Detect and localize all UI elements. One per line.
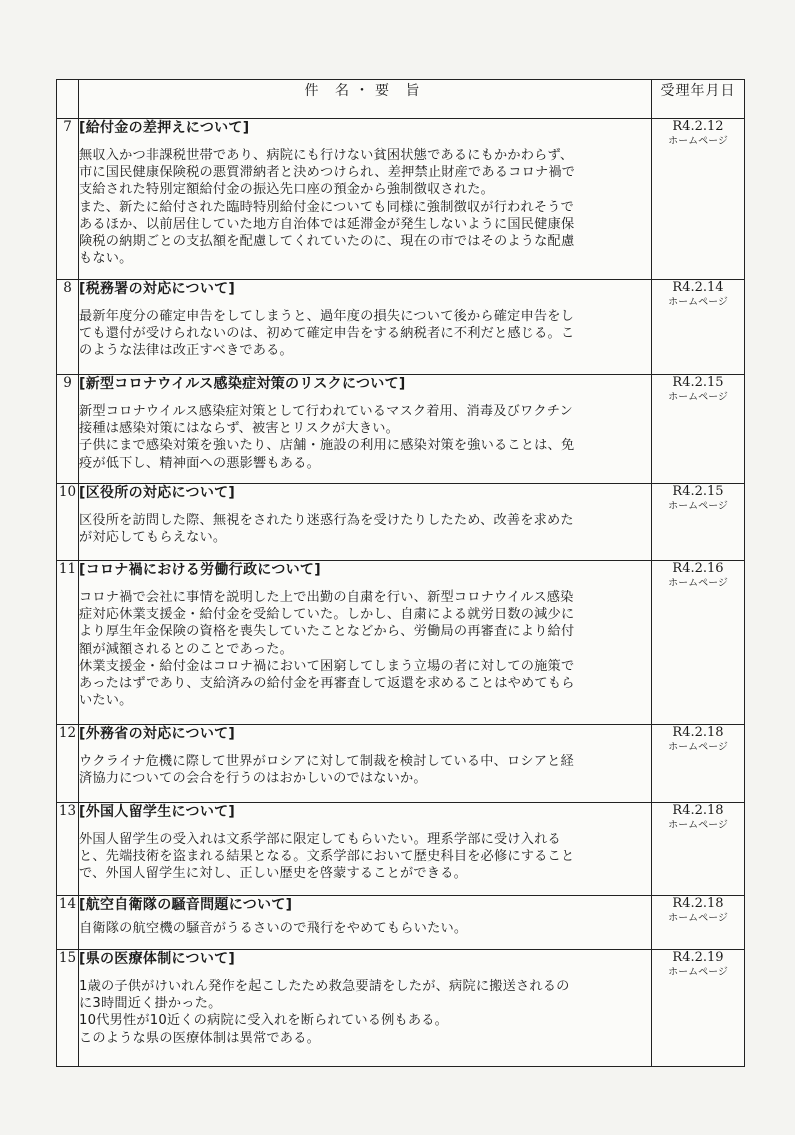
header-subject: 件 名・要 旨 <box>79 80 652 119</box>
row-title: [外国人留学生について] <box>79 804 236 820</box>
row-date: R4.2.18 <box>672 803 724 818</box>
row-title: [給付金の差押えについて] <box>79 120 250 136</box>
row-date-cell <box>652 280 745 375</box>
row-title: [外務省の対応について] <box>79 726 236 742</box>
row-title: [県の医療体制について] <box>79 951 236 967</box>
header-number-cell <box>57 80 79 119</box>
row-source: ホームページ <box>668 742 728 753</box>
row-date-cell <box>652 725 745 803</box>
row-date-cell <box>652 950 745 1067</box>
row-text: 最新年度分の確定申告をしてしまうと、過年度の損失について後から確定申告をし ても還付が受けられないのは、初めて確定申告をする納税者に不利だと感じる。こ のような法律は改正すべきである。 <box>79 309 575 359</box>
table-row <box>57 561 745 725</box>
row-date: R4.2.12 <box>672 119 724 134</box>
header-date: 受理年月日 <box>652 80 745 119</box>
row-date: R4.2.19 <box>672 950 724 965</box>
row-text: ウクライナ危機に際して世界がロシアに対して制裁を検討している中、ロシアと経 済協力についての会合を行うのはおかしいのではないか。 <box>79 754 574 787</box>
row-text: 無収入かつ非課税世帯であり、病院にも行けない貧困状態であるにもかかわらず、 市に国民健康保険税の悪質滞納者と決めつけられ、差押禁止財産であるコロナ禍で 支給された特別定額給付金の振込先口座の預金から強制徴収された。 また、新たに給付された臨時特別給付金についても同様に強制徴収が行われそうで あるほか、以前居住していた地方自治体では延滞金が発生しないように国民健康保 険税の納期ごとの支払額を配慮してくれていたのに、現在の市ではそのような配慮 もない。 <box>79 148 576 267</box>
row-number: 15 <box>57 950 79 1067</box>
row-content <box>79 119 652 280</box>
row-date-cell <box>652 896 745 950</box>
row-date: R4.2.18 <box>672 725 724 740</box>
row-date-cell <box>652 561 745 725</box>
table-row <box>57 950 745 1067</box>
row-text: 1歳の子供がけいれん発作を起こしたため救急要請をしたが、病院に搬送されるの に3時間近く掛かった。 10代男性が10近くの病院に受入れを断られている例もある。 このような県の医療体制は異常である。 <box>79 979 570 1046</box>
petition-table <box>56 79 745 1067</box>
row-number: 13 <box>57 803 79 896</box>
row-number: 12 <box>57 725 79 803</box>
petition-sheet <box>56 79 744 1067</box>
row-title: [新型コロナウイルス感染症対策のリスクについて] <box>79 376 406 392</box>
row-source: ホームページ <box>668 501 728 512</box>
row-date-cell <box>652 119 745 280</box>
row-number: 8 <box>57 280 79 375</box>
row-number: 10 <box>57 484 79 561</box>
row-text: 区役所を訪問した際、無視をされたり迷惑行為を受けたりしたため、改善を求めた が対応してもらえない。 <box>79 513 574 546</box>
row-content <box>79 896 652 950</box>
row-source: ホームページ <box>668 578 728 589</box>
row-source: ホームページ <box>668 136 728 147</box>
row-date-cell <box>652 803 745 896</box>
row-date-cell <box>652 484 745 561</box>
row-content <box>79 484 652 561</box>
table-row <box>57 375 745 484</box>
row-content <box>79 803 652 896</box>
row-date: R4.2.18 <box>672 896 724 911</box>
row-content <box>79 561 652 725</box>
row-date: R4.2.16 <box>672 561 724 576</box>
row-text: 自衛隊の航空機の騒音がうるさいので飛行をやめてもらいたい。 <box>79 921 468 936</box>
row-source: ホームページ <box>668 967 728 978</box>
row-content <box>79 725 652 803</box>
row-date: R4.2.15 <box>672 484 724 499</box>
row-date: R4.2.15 <box>672 375 724 390</box>
row-text: 外国人留学生の受入れは文系学部に限定してもらいたい。理系学部に受け入れる と、先端技術を盗まれる結果となる。文系学部において歴史科目を必修にすること で、外国人留学生に対し、正しい歴史を啓蒙することができる。 <box>79 832 575 882</box>
row-source: ホームページ <box>668 392 728 403</box>
table-row <box>57 725 745 803</box>
row-content <box>79 375 652 484</box>
table-row <box>57 803 745 896</box>
row-source: ホームページ <box>668 913 728 924</box>
table-row <box>57 896 745 950</box>
row-content <box>79 950 652 1067</box>
row-title: [区役所の対応について] <box>79 485 236 501</box>
row-date-cell <box>652 375 745 484</box>
row-text: コロナ禍で会社に事情を説明した上で出勤の自粛を行い、新型コロナウイルス感染 症対応休業支援金・給付金を受給していた。しかし、自粛による就労日数の減少に より厚生年金保険の資格を喪失していたことなどから、労働局の再審査により給付 額が減額されるとのことであった。 休業支援金・給付金はコロナ禍において困窮してしまう立場の者に対しての施策で あったはずであり、支給済みの給付金を再審査して返還を求めることはやめてもら いたい。 <box>79 590 575 709</box>
row-date: R4.2.14 <box>672 280 724 295</box>
row-text: 新型コロナウイルス感染症対策として行われているマスク着用、消毒及びワクチン 接種は感染対策にはならず、被害とリスクが大きい。 子供にまで感染対策を強いたり、店舗・施設の利用に感染対策を強いることは、免 疫が低下し、精神面への悪影響もある。 <box>79 404 575 471</box>
table-row <box>57 280 745 375</box>
table-header-row <box>57 80 745 119</box>
table-row <box>57 119 745 280</box>
row-number: 14 <box>57 896 79 950</box>
table-row <box>57 484 745 561</box>
row-source: ホームページ <box>668 820 728 831</box>
row-source: ホームページ <box>668 297 728 308</box>
row-content <box>79 280 652 375</box>
row-number: 11 <box>57 561 79 725</box>
row-title: [航空自衛隊の騒音問題について] <box>79 897 293 913</box>
row-number: 7 <box>57 119 79 280</box>
row-title: [コロナ禍における労働行政について] <box>79 562 321 578</box>
row-title: [税務署の対応について] <box>79 281 236 297</box>
row-number: 9 <box>57 375 79 484</box>
